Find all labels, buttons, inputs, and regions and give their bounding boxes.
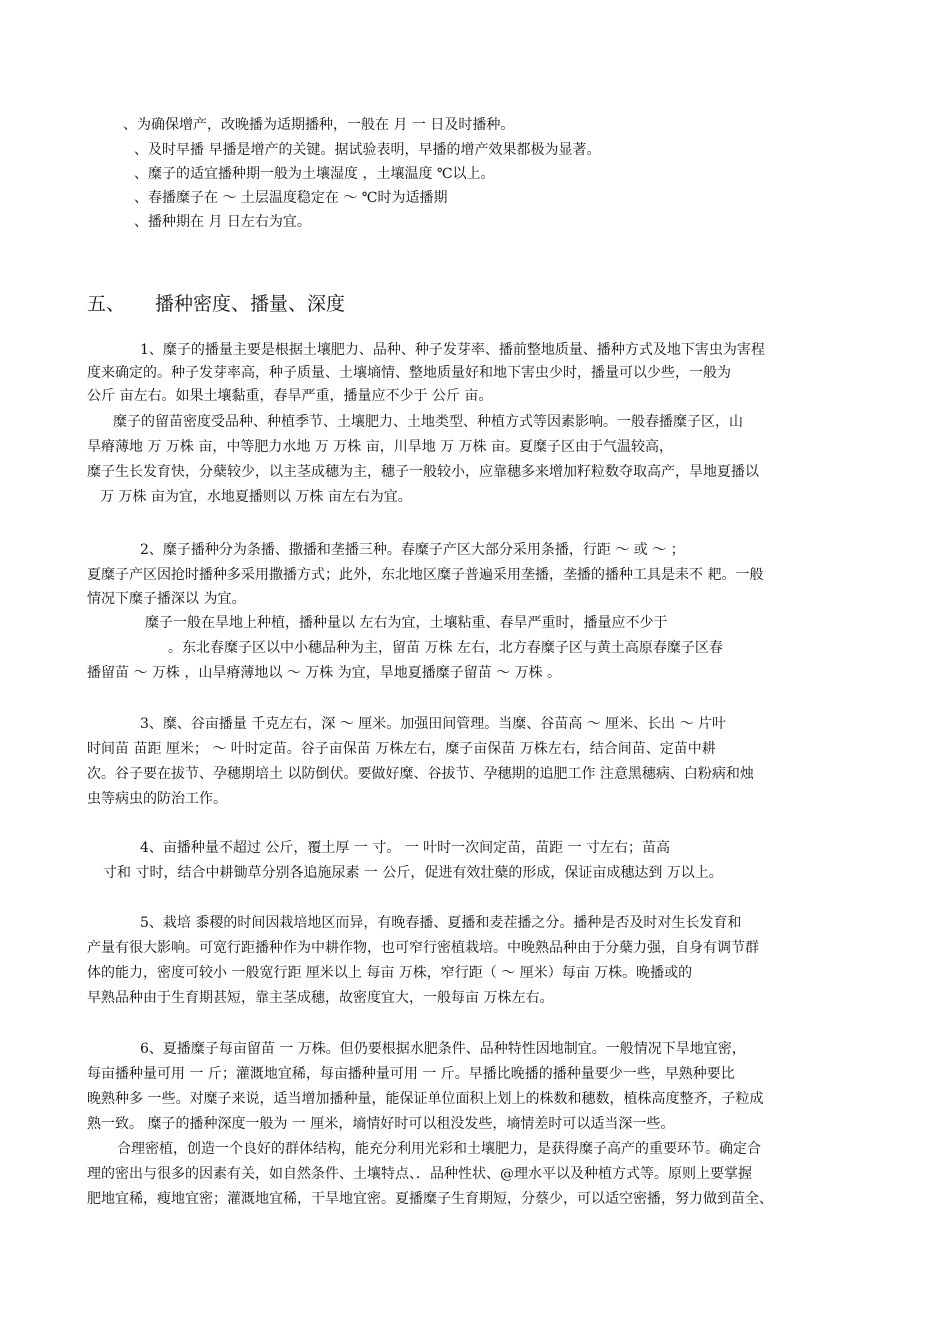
section-title: 播种密度、播量、深度 (155, 293, 346, 315)
body-line: 每亩播种量可用 一 斤；灌溉地宜稀，每亩播种量可用 一 斤。早播比晚播的播种量要少一些，早熟种要比 (87, 1066, 735, 1082)
section-number: 五、 (87, 293, 126, 315)
body-line: 糜子生长发育快，分蘖较少，以主茎成穗为主，穗子一般较小，应靠穗多来增加籽粒数夺取高产，旱地夏播以 (87, 464, 759, 480)
body-line: 播留苗 ～ 万株 ，山旱瘠薄地以 ～ 万株 为宜，旱地夏播糜子留苗 ～ 万株 。 (87, 665, 562, 681)
intro-line-4: 、春播糜子在 ～ 土层温度稳定在 ～ ℃时为适播期 (134, 190, 448, 206)
body-line: 情况下糜子播深以 为宜。 (87, 591, 246, 607)
body-line: 糜子的留苗密度受品种、种植季节、土壤肥力、土地类型、种植方式等因素影响。一般春播糜子区，山 (113, 414, 743, 430)
body-line: 夏糜子产区因抢时播种多采用撒播方式；此外，东北地区糜子普遍采用垄播，垄播的播种工具是耒不 耙。一般 (87, 567, 764, 583)
body-line: 。东北春糜子区以中小穗品种为主，留苗 万株 左右，北方春糜子区与黄土高原春糜子区春 (168, 640, 723, 656)
body-line: 熟一致。 糜子的播种深度一般为 一 厘米，墒情好时可以租没发些，墒情差时可以适当深一些。 (87, 1116, 675, 1132)
body-line: 6、夏播糜子每亩留苗 一 万株。但仍要根据水肥条件、品种特性因地制宜。一般情况下旱地宜密， (140, 1041, 746, 1057)
body-line: 1、糜子的播量主要是根据土壤肥力、品种、种子发芽率、播前整地质量、播种方式及地下害虫为害程 (140, 342, 765, 358)
body-line: 次。谷子要在拔节、孕穗期培土 以防倒伏。要做好糜、谷拔节、孕穗期的追肥工作 注意黑穗病、白粉病和烛 (87, 766, 754, 782)
body-line: 糜子一般在旱地上种植，播种量以 左右为宜，土壤粘重、春旱严重时，播量应不少于 (145, 615, 668, 631)
body-line: 体的能力，密度可较小 一般宽行距 厘米以上 每亩 万株，窄行距（ ～ 厘米）每亩 万株。晚播或的 (87, 965, 693, 981)
body-line: 5、栽培 黍稷的时间因栽培地区而异，有晚春播、夏播和麦茬播之分。播种是否及时对生长发育和 (140, 915, 742, 931)
body-line: 3、糜、谷亩播量 千克左右，深 ～ 厘米。加强田间管理。当糜、谷苗高 ～ 厘米、长出 ～ 片叶 (140, 716, 727, 732)
body-line: 万 万株 亩为宜，水地夏播则以 万株 亩左右为宜。 (100, 489, 412, 505)
body-line: 4、亩播种量不超过 公斤，覆土厚 一 寸。 一 叶时一次间定苗，苗距 一 寸左右；苗高 (140, 840, 671, 856)
body-line: 度来确定的。种子发芽率高，种子质量、土壤墒情、整地质量好和地下害虫少时，播量可以少些，一般为 (87, 365, 731, 381)
body-line: 2、糜子播种分为条播、撒播和垄播三种。春糜子产区大部分采用条播，行距 ～ 或 ～ ； (140, 542, 685, 558)
body-line: 肥地宜稀，瘦地宜密；灌溉地宜稀，干旱地宜密。夏播糜子生育期短，分蔡少，可以适空密播，努力做到苗全、 (87, 1191, 773, 1207)
body-line: 虫等病虫的防治工作。 (87, 791, 227, 807)
body-line: 晚熟种多 一些。对糜子来说，适当增加播种量，能保证单位面积上划上的株数和穗数，植株高度整齐，子粒成 (87, 1091, 764, 1107)
body-line: 理的密出与很多的因素有关，如自然条件、土壤特点、．品种性状、@理水平以及种植方式等。原则上要掌握 (87, 1166, 752, 1182)
intro-line-1: 、为确保增产，改晚播为适期播种，一般在 月 一 日及时播种。 (123, 117, 515, 133)
body-line: 公斤 亩左右。如果土壤黏重，春旱严重，播量应不少于 公斤 亩。 (87, 388, 493, 404)
intro-line-3: 、糜子的适宜播种期一般为土壤湿度 ，土壤温度 ℃以上。 (134, 166, 495, 182)
body-line: 合理密植，创造一个良好的群体结构，能充分利用光彩和土壤肥力，是获得糜子高产的重要环节。确定合 (117, 1141, 761, 1157)
body-line: 时间苗 苗距 厘米； ～ 叶时定苗。谷子亩保苗 万株左右，糜子亩保苗 万株左右，结合间苗、定苗中耕 (87, 741, 716, 757)
body-line: 寸和 寸时，结合中耕锄草分别各追施尿素 一 公斤，促进有效壮蘖的形成，保证亩成穗达到 万以上。 (103, 865, 723, 881)
body-line: 产量有很大影响。可宽行距播种作为中耕作物，也可窄行密植栽培。中晚熟品种由于分蘖力强，自身有调节群 (87, 940, 759, 956)
intro-line-5: 、播种期在 月 日左右为宜。 (134, 214, 311, 230)
section-heading (87, 292, 897, 316)
intro-line-2: 、及时早播 早播是增产的关键。据试验表明，早播的增产效果都极为显著。 (134, 142, 601, 158)
body-line: 旱瘠薄地 万 万株 亩，中等肥力水地 万 万株 亩，川旱地 万 万株 亩。夏糜子区由于气温较高， (87, 439, 674, 455)
body-line: 早熟品种由于生育期甚短，靠主茎成穗，故密度宜大，一般每亩 万株左右。 (87, 990, 554, 1006)
